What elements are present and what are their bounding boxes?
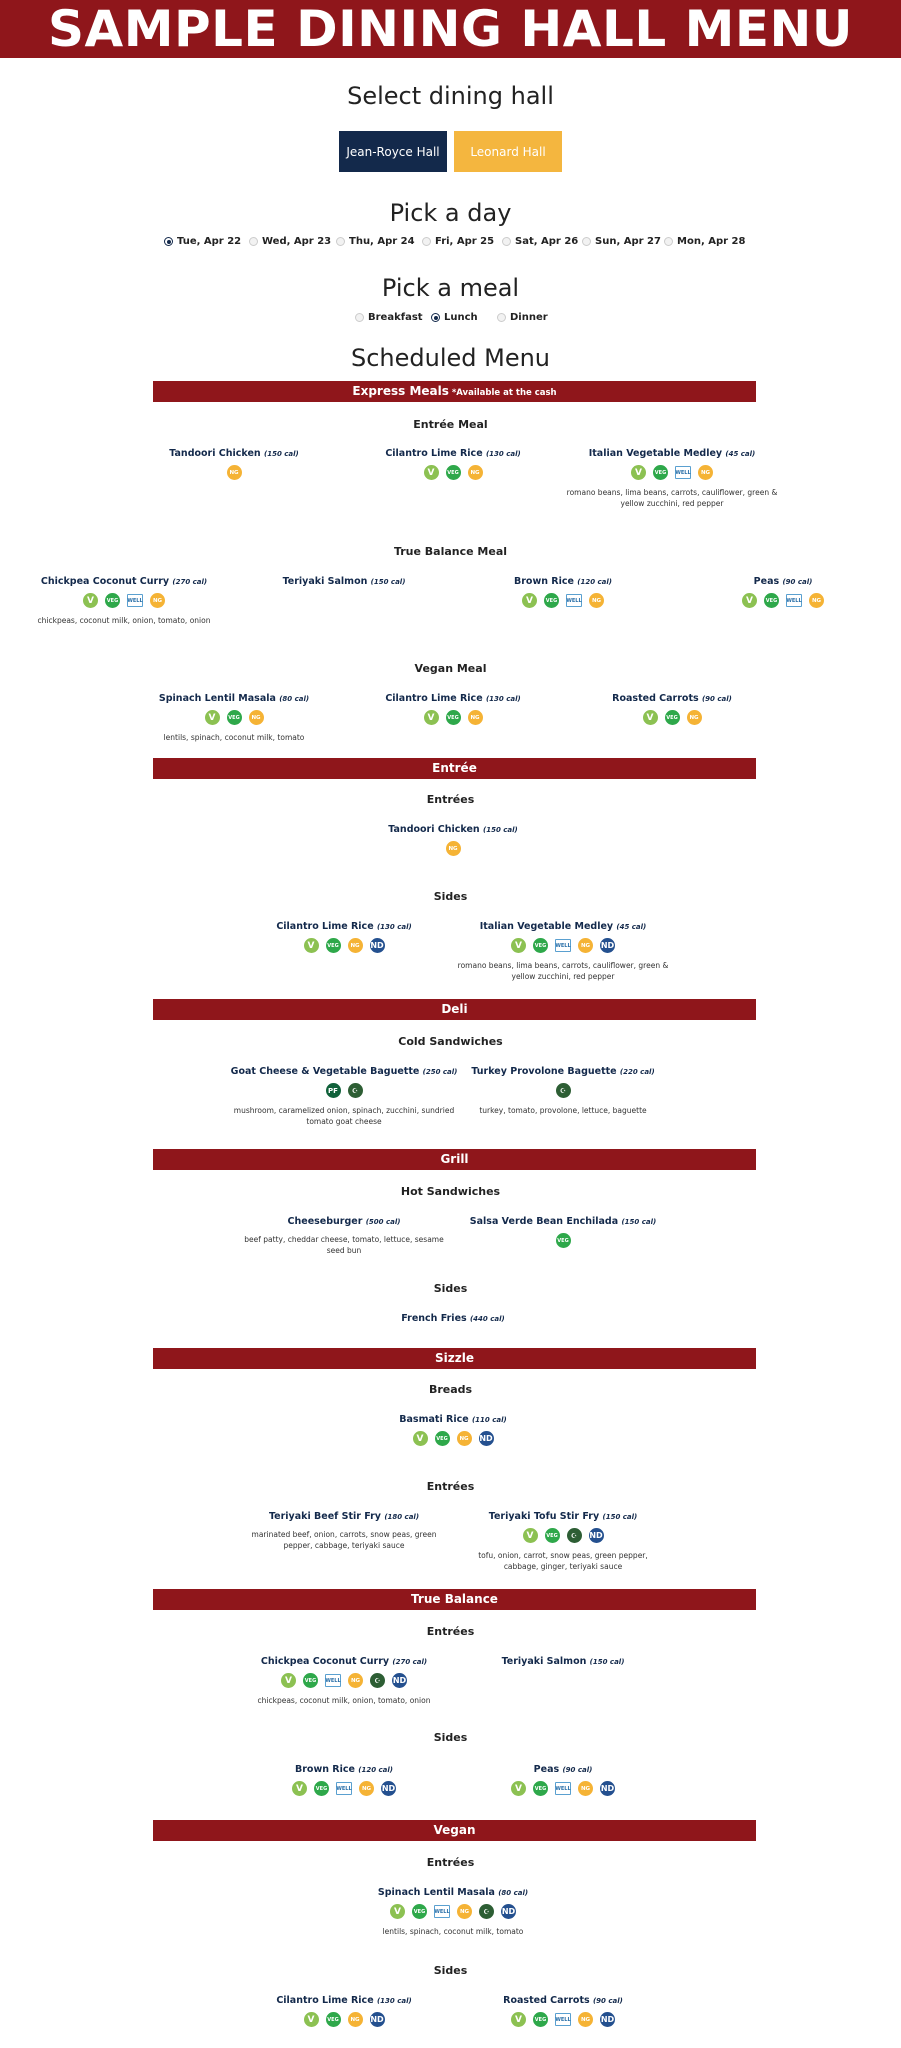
no-gluten-icon: NG bbox=[457, 1904, 472, 1919]
menu-item bbox=[448, 1216, 678, 1248]
vegan-icon: VEG bbox=[314, 1781, 329, 1796]
meal-option[interactable] bbox=[497, 312, 548, 323]
item-calories: (45 cal) bbox=[725, 450, 756, 458]
menu-item-name[interactable] bbox=[19, 576, 229, 587]
wellness-icon: WELL bbox=[555, 939, 571, 952]
menu-item-name[interactable] bbox=[239, 1995, 449, 2006]
wellness-icon: WELL bbox=[336, 1782, 352, 1795]
dietary-icons bbox=[348, 710, 558, 725]
hall-button-jean-royce[interactable]: Jean-Royce Hall bbox=[339, 131, 447, 172]
menu-item bbox=[458, 1764, 668, 1796]
dietary-icons bbox=[239, 2012, 449, 2027]
station-header bbox=[153, 381, 756, 402]
item-name-text: Roasted Carrots bbox=[503, 1995, 593, 2006]
menu-item-name[interactable] bbox=[239, 921, 449, 932]
vegetarian-icon: V bbox=[631, 465, 646, 480]
station-title: Entrée bbox=[432, 761, 477, 775]
no-dairy-icon: ND bbox=[600, 1781, 615, 1796]
vegetarian-icon: V bbox=[511, 1781, 526, 1796]
station-note: *Available at the cash bbox=[448, 388, 557, 398]
category-heading: Vegan Meal bbox=[414, 662, 487, 675]
station-header bbox=[153, 1589, 756, 1610]
category-heading: Sides bbox=[433, 1964, 468, 1977]
menu-item bbox=[348, 448, 558, 480]
item-calories: (220 cal) bbox=[619, 1068, 655, 1076]
menu-item bbox=[19, 576, 229, 626]
vegetarian-icon: V bbox=[304, 938, 319, 953]
vegan-icon: VEG bbox=[533, 2012, 548, 2027]
station-header bbox=[153, 1149, 756, 1170]
wellness-icon: WELL bbox=[786, 594, 802, 607]
vegan-icon: VEG bbox=[326, 2012, 341, 2027]
radio-button[interactable] bbox=[431, 313, 440, 322]
station-title: Vegan bbox=[433, 1823, 476, 1837]
vegan-icon: VEG bbox=[412, 1904, 427, 1919]
vegetarian-icon: V bbox=[424, 710, 439, 725]
dietary-icons bbox=[678, 593, 888, 608]
item-calories: (150 cal) bbox=[602, 1513, 638, 1521]
vegetarian-icon: V bbox=[643, 710, 658, 725]
item-name-text: Brown Rice bbox=[295, 1764, 359, 1775]
menu-item-name[interactable] bbox=[348, 1887, 558, 1898]
menu-item-name[interactable] bbox=[229, 1066, 459, 1077]
dietary-icons bbox=[348, 1904, 558, 1919]
category-heading: Entrées bbox=[426, 1480, 475, 1493]
menu-item bbox=[458, 1995, 668, 2027]
dietary-icons bbox=[458, 2012, 668, 2027]
menu-item-name[interactable] bbox=[448, 1066, 678, 1077]
radio-button[interactable] bbox=[582, 237, 591, 246]
menu-item-name[interactable] bbox=[557, 448, 787, 459]
item-ingredients: chickpeas, coconut milk, onion, tomato, onion bbox=[37, 616, 211, 625]
item-calories: (440 cal) bbox=[469, 1315, 505, 1323]
menu-item bbox=[348, 693, 558, 725]
menu-item bbox=[239, 576, 449, 587]
item-calories: (90 cal) bbox=[562, 1766, 593, 1774]
halal-icon: ☪ bbox=[556, 1083, 571, 1098]
no-dairy-icon: ND bbox=[600, 2012, 615, 2027]
menu-item-name[interactable] bbox=[239, 1764, 449, 1775]
menu-item bbox=[239, 1764, 449, 1796]
dietary-icons bbox=[239, 938, 449, 953]
item-calories: (150 cal) bbox=[483, 826, 518, 834]
vegetarian-icon: V bbox=[413, 1431, 428, 1446]
category-heading: Cold Sandwiches bbox=[398, 1035, 503, 1048]
no-dairy-icon: ND bbox=[370, 2012, 385, 2027]
menu-item-name[interactable] bbox=[678, 576, 888, 587]
menu-title: Scheduled Menu bbox=[350, 344, 551, 372]
day-label: Wed, Apr 23 bbox=[262, 236, 332, 247]
vegan-icon: VEG bbox=[556, 1233, 571, 1248]
category-heading: Breads bbox=[428, 1383, 473, 1396]
no-gluten-icon: NG bbox=[589, 593, 604, 608]
vegetarian-icon: V bbox=[511, 938, 526, 953]
wellness-icon: WELL bbox=[127, 594, 143, 607]
item-ingredients: tofu, onion, carrot, snow peas, green pepper, cabbage, ginger, teriyaki sauce bbox=[478, 1551, 648, 1571]
no-gluten-icon: NG bbox=[348, 1673, 363, 1688]
item-calories: (270 cal) bbox=[172, 578, 208, 586]
day-option[interactable] bbox=[336, 236, 415, 247]
wellness-icon: WELL bbox=[675, 466, 691, 479]
wellness-icon: WELL bbox=[566, 594, 582, 607]
no-dairy-icon: ND bbox=[600, 938, 615, 953]
dietary-icons bbox=[567, 710, 777, 725]
halal-icon: ☪ bbox=[348, 1083, 363, 1098]
item-name-text: Chickpea Coconut Curry bbox=[40, 576, 173, 587]
vegan-icon: VEG bbox=[533, 1781, 548, 1796]
dietary-icons bbox=[448, 938, 678, 953]
dietary-icons bbox=[239, 1781, 449, 1796]
item-calories: (270 cal) bbox=[392, 1658, 428, 1666]
dietary-icons bbox=[348, 1431, 558, 1446]
dietary-icons bbox=[458, 1781, 668, 1796]
halal-icon: ☪ bbox=[479, 1904, 494, 1919]
item-name-text: Peas bbox=[753, 576, 783, 587]
no-dairy-icon: ND bbox=[589, 1528, 604, 1543]
menu-item bbox=[448, 921, 678, 982]
meal-label: Dinner bbox=[510, 312, 548, 323]
meal-option[interactable] bbox=[355, 312, 423, 323]
radio-button[interactable] bbox=[497, 313, 506, 322]
wellness-icon: WELL bbox=[555, 1782, 571, 1795]
meal-option[interactable] bbox=[431, 312, 478, 323]
category-heading: Entrées bbox=[426, 1625, 475, 1638]
station-header bbox=[153, 1348, 756, 1369]
item-calories: (80 cal) bbox=[498, 1889, 529, 1897]
item-name-text: French Fries bbox=[401, 1313, 470, 1324]
vegan-icon: VEG bbox=[446, 710, 461, 725]
vegetarian-icon: V bbox=[292, 1781, 307, 1796]
menu-item bbox=[129, 448, 339, 480]
menu-item-name[interactable] bbox=[458, 1764, 668, 1775]
menu-item bbox=[458, 1656, 668, 1667]
no-gluten-icon: NG bbox=[227, 465, 242, 480]
radio-button[interactable] bbox=[355, 313, 364, 322]
no-dairy-icon: ND bbox=[479, 1431, 494, 1446]
item-ingredients: chickpeas, coconut milk, onion, tomato, onion bbox=[257, 1696, 431, 1705]
dietary-icons bbox=[229, 1083, 459, 1098]
item-name-text: Italian Vegetable Medley bbox=[479, 921, 617, 932]
menu-item bbox=[567, 693, 777, 725]
menu-item bbox=[348, 1313, 558, 1324]
item-name-text: Peas bbox=[533, 1764, 563, 1775]
menu-item-name[interactable] bbox=[567, 693, 777, 704]
vegetarian-icon: V bbox=[424, 465, 439, 480]
menu-item-name[interactable] bbox=[348, 1313, 558, 1324]
category-heading: Entrées bbox=[426, 1856, 475, 1869]
item-name-text: Tandoori Chicken bbox=[169, 448, 264, 459]
item-calories: (250 cal) bbox=[422, 1068, 458, 1076]
vegan-icon: VEG bbox=[544, 593, 559, 608]
menu-item bbox=[244, 1216, 444, 1256]
menu-item-name[interactable] bbox=[458, 1995, 668, 2006]
vegan-icon: VEG bbox=[227, 710, 242, 725]
menu-item-name[interactable] bbox=[239, 576, 449, 587]
item-calories: (80 cal) bbox=[279, 695, 310, 703]
item-name-text: Teriyaki Tofu Stir Fry bbox=[488, 1511, 603, 1522]
item-calories: (90 cal) bbox=[701, 695, 732, 703]
vegetarian-icon: V bbox=[205, 710, 220, 725]
hall-button-leonard[interactable]: Leonard Hall bbox=[454, 131, 562, 172]
vegan-icon: VEG bbox=[653, 465, 668, 480]
item-name-text: Chickpea Coconut Curry bbox=[260, 1656, 393, 1667]
item-ingredients: lentils, spinach, coconut milk, tomato bbox=[382, 1927, 524, 1936]
vegan-icon: VEG bbox=[326, 938, 341, 953]
vegetarian-icon: V bbox=[742, 593, 757, 608]
dietary-icons bbox=[348, 465, 558, 480]
item-name-text: Brown Rice bbox=[514, 576, 578, 587]
station-title: True Balance bbox=[411, 1592, 498, 1606]
category-heading: Sides bbox=[433, 1282, 468, 1295]
category-heading: Sides bbox=[433, 1731, 468, 1744]
dietary-icons bbox=[463, 1528, 663, 1543]
menu-item bbox=[463, 1511, 663, 1572]
vegetarian-icon: V bbox=[522, 593, 537, 608]
day-section-title: Pick a day bbox=[389, 199, 512, 227]
item-calories: (130 cal) bbox=[485, 695, 521, 703]
no-gluten-icon: NG bbox=[446, 841, 461, 856]
no-dairy-icon: ND bbox=[370, 938, 385, 953]
menu-item-name[interactable] bbox=[244, 1511, 444, 1522]
item-calories: (45 cal) bbox=[616, 923, 647, 931]
item-calories: (150 cal) bbox=[370, 578, 406, 586]
meal-label: Breakfast bbox=[368, 312, 423, 323]
vegan-icon: VEG bbox=[764, 593, 779, 608]
vegan-icon: VEG bbox=[446, 465, 461, 480]
menu-item bbox=[244, 1511, 444, 1551]
item-name-text: Italian Vegetable Medley bbox=[588, 448, 726, 459]
dietary-icons bbox=[348, 841, 558, 856]
vegan-icon: VEG bbox=[303, 1673, 318, 1688]
station-title: Sizzle bbox=[435, 1351, 474, 1365]
dietary-icons bbox=[448, 1233, 678, 1248]
wellness-icon: WELL bbox=[434, 1905, 450, 1918]
menu-item-name[interactable] bbox=[348, 1414, 558, 1425]
item-ingredients: beef patty, cheddar cheese, tomato, lettuce, sesame seed bun bbox=[244, 1235, 444, 1255]
item-calories: (120 cal) bbox=[577, 578, 612, 586]
item-name-text: Spinach Lentil Masala bbox=[158, 693, 280, 704]
radio-button[interactable] bbox=[664, 237, 673, 246]
no-gluten-icon: NG bbox=[468, 710, 483, 725]
menu-item-name[interactable] bbox=[239, 1656, 449, 1667]
menu-item-name[interactable] bbox=[129, 448, 339, 459]
menu-item-name[interactable] bbox=[348, 824, 558, 835]
item-ingredients: lentils, spinach, coconut milk, tomato bbox=[163, 733, 305, 742]
menu-item bbox=[239, 1656, 449, 1706]
dietary-icons bbox=[458, 593, 668, 608]
no-dairy-icon: ND bbox=[392, 1673, 407, 1688]
dietary-icons bbox=[239, 1673, 449, 1688]
item-ingredients: mushroom, caramelized onion, spinach, zucchini, sundried tomato goat cheese bbox=[233, 1106, 455, 1126]
day-option[interactable] bbox=[249, 236, 331, 247]
day-option[interactable] bbox=[664, 236, 745, 247]
menu-item bbox=[448, 1066, 678, 1116]
no-dairy-icon: ND bbox=[381, 1781, 396, 1796]
radio-button[interactable] bbox=[502, 237, 511, 246]
item-name-text: Teriyaki Salmon bbox=[501, 1656, 590, 1667]
item-calories: (180 cal) bbox=[384, 1513, 420, 1521]
no-gluten-icon: NG bbox=[468, 465, 483, 480]
no-gluten-icon: NG bbox=[809, 593, 824, 608]
station-title: Express Meals bbox=[352, 384, 449, 398]
item-name-text: Cilantro Lime Rice bbox=[385, 693, 486, 704]
no-gluten-icon: NG bbox=[348, 2012, 363, 2027]
radio-button[interactable] bbox=[336, 237, 345, 246]
item-name-text: Roasted Carrots bbox=[612, 693, 702, 704]
radio-button[interactable] bbox=[422, 237, 431, 246]
item-calories: (150 cal) bbox=[589, 1658, 625, 1666]
vegetarian-icon: V bbox=[281, 1673, 296, 1688]
item-name-text: Cilantro Lime Rice bbox=[276, 921, 377, 932]
station-header bbox=[153, 758, 756, 779]
vegan-icon: VEG bbox=[435, 1431, 450, 1446]
no-gluten-icon: NG bbox=[359, 1781, 374, 1796]
meal-section-title: Pick a meal bbox=[381, 274, 520, 302]
menu-item-name[interactable] bbox=[348, 693, 558, 704]
vegetarian-icon: V bbox=[83, 593, 98, 608]
hall-section-title: Select dining hall bbox=[347, 82, 554, 110]
item-calories: (130 cal) bbox=[485, 450, 521, 458]
dietary-icons bbox=[557, 465, 787, 480]
menu-item-name[interactable] bbox=[244, 1216, 444, 1227]
plant-forward-icon: PF bbox=[326, 1083, 341, 1098]
vegan-icon: VEG bbox=[545, 1528, 560, 1543]
item-calories: (130 cal) bbox=[376, 1997, 412, 2005]
no-gluten-icon: NG bbox=[249, 710, 264, 725]
menu-item bbox=[678, 576, 888, 608]
day-label: Sat, Apr 26 bbox=[515, 236, 579, 247]
day-label: Mon, Apr 28 bbox=[677, 236, 746, 247]
day-label: Thu, Apr 24 bbox=[349, 236, 415, 247]
wellness-icon: WELL bbox=[555, 2013, 571, 2026]
item-name-text: Turkey Provolone Baguette bbox=[471, 1066, 620, 1077]
item-ingredients: turkey, tomato, provolone, lettuce, baguette bbox=[479, 1106, 647, 1115]
no-gluten-icon: NG bbox=[578, 2012, 593, 2027]
day-option[interactable] bbox=[422, 236, 494, 247]
vegan-icon: VEG bbox=[665, 710, 680, 725]
vegan-icon: VEG bbox=[105, 593, 120, 608]
dietary-icons bbox=[19, 593, 229, 608]
menu-item-name[interactable] bbox=[129, 693, 339, 704]
dietary-icons bbox=[448, 1083, 678, 1098]
vegetarian-icon: V bbox=[304, 2012, 319, 2027]
menu-item-name[interactable] bbox=[458, 1656, 668, 1667]
no-gluten-icon: NG bbox=[578, 938, 593, 953]
no-gluten-icon: NG bbox=[348, 938, 363, 953]
menu-item bbox=[557, 448, 787, 509]
menu-item bbox=[229, 1066, 459, 1127]
no-gluten-icon: NG bbox=[578, 1781, 593, 1796]
item-calories: (120 cal) bbox=[358, 1766, 393, 1774]
item-name-text: Cilantro Lime Rice bbox=[276, 1995, 377, 2006]
category-heading: Entrée Meal bbox=[413, 418, 488, 431]
item-calories: (90 cal) bbox=[782, 578, 813, 586]
vegetarian-icon: V bbox=[523, 1528, 538, 1543]
day-label: Fri, Apr 25 bbox=[435, 236, 495, 247]
item-ingredients: romano beans, lima beans, carrots, cauliflower, green & yellow zucchini, red pepper bbox=[566, 488, 778, 508]
no-dairy-icon: ND bbox=[501, 1904, 516, 1919]
meal-label: Lunch bbox=[444, 312, 478, 323]
item-name-text: Teriyaki Beef Stir Fry bbox=[268, 1511, 385, 1522]
item-ingredients: marinated beef, onion, carrots, snow peas, green pepper, cabbage, teriyaki sauce bbox=[251, 1530, 437, 1550]
menu-item bbox=[348, 1887, 558, 1937]
category-heading: Entrées bbox=[426, 793, 475, 806]
station-title: Grill bbox=[440, 1152, 469, 1166]
category-heading: True Balance Meal bbox=[393, 545, 508, 558]
radio-button[interactable] bbox=[164, 237, 173, 246]
item-name-text: Goat Cheese & Vegetable Baguette bbox=[230, 1066, 423, 1077]
halal-icon: ☪ bbox=[370, 1673, 385, 1688]
day-label: Sun, Apr 27 bbox=[595, 236, 661, 247]
menu-item bbox=[239, 921, 449, 953]
wellness-icon: WELL bbox=[325, 1674, 341, 1687]
no-gluten-icon: NG bbox=[150, 593, 165, 608]
item-name-text: Cilantro Lime Rice bbox=[385, 448, 486, 459]
item-ingredients: romano beans, lima beans, carrots, cauliflower, green & yellow zucchini, red pepper bbox=[457, 961, 669, 981]
item-name-text: Cheeseburger bbox=[287, 1216, 366, 1227]
vegetarian-icon: V bbox=[390, 1904, 405, 1919]
halal-icon: ☪ bbox=[567, 1528, 582, 1543]
item-calories: (110 cal) bbox=[471, 1416, 507, 1424]
item-calories: (500 cal) bbox=[365, 1218, 401, 1226]
dietary-icons bbox=[129, 710, 339, 725]
menu-item bbox=[348, 824, 558, 856]
no-gluten-icon: NG bbox=[698, 465, 713, 480]
station-title: Deli bbox=[441, 1002, 468, 1016]
menu-item-name[interactable] bbox=[448, 921, 678, 932]
no-gluten-icon: NG bbox=[687, 710, 702, 725]
menu-item bbox=[129, 693, 339, 743]
no-gluten-icon: NG bbox=[457, 1431, 472, 1446]
vegan-icon: VEG bbox=[533, 938, 548, 953]
item-name-text: Salsa Verde Bean Enchilada bbox=[469, 1216, 622, 1227]
day-option[interactable] bbox=[582, 236, 661, 247]
category-heading: Hot Sandwiches bbox=[400, 1185, 501, 1198]
menu-item-name[interactable] bbox=[448, 1216, 678, 1227]
item-calories: (130 cal) bbox=[376, 923, 412, 931]
category-heading: Sides bbox=[433, 890, 468, 903]
station-header bbox=[153, 999, 756, 1020]
day-option[interactable] bbox=[502, 236, 578, 247]
item-calories: (150 cal) bbox=[621, 1218, 657, 1226]
day-option[interactable] bbox=[164, 236, 241, 247]
item-name-text: Tandoori Chicken bbox=[388, 824, 483, 835]
item-name-text: Spinach Lentil Masala bbox=[377, 1887, 499, 1898]
menu-item-name[interactable] bbox=[463, 1511, 663, 1522]
item-calories: (90 cal) bbox=[592, 1997, 623, 2005]
menu-item-name[interactable] bbox=[458, 576, 668, 587]
day-label: Tue, Apr 22 bbox=[177, 236, 242, 247]
dietary-icons bbox=[129, 465, 339, 480]
item-name-text: Teriyaki Salmon bbox=[282, 576, 371, 587]
menu-item-name[interactable] bbox=[348, 448, 558, 459]
item-name-text: Basmati Rice bbox=[399, 1414, 472, 1425]
menu-item bbox=[458, 576, 668, 608]
page-banner: SAMPLE DINING HALL MENU bbox=[0, 0, 901, 58]
menu-item bbox=[348, 1414, 558, 1446]
station-header bbox=[153, 1820, 756, 1841]
menu-item bbox=[239, 1995, 449, 2027]
vegetarian-icon: V bbox=[511, 2012, 526, 2027]
radio-button[interactable] bbox=[249, 237, 258, 246]
item-calories: (150 cal) bbox=[264, 450, 299, 458]
